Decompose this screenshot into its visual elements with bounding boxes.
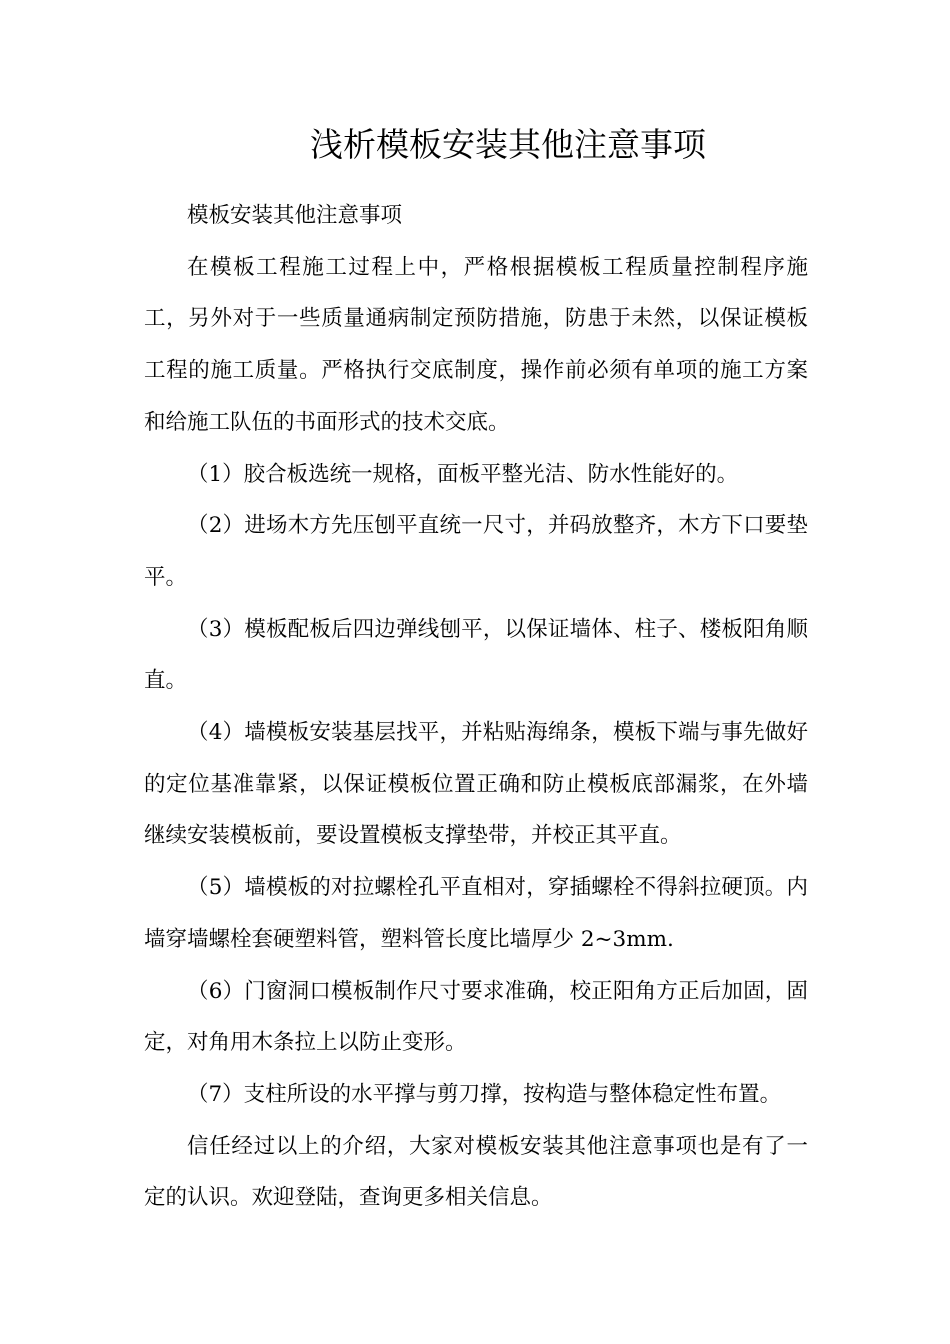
paragraph-item-3: （3）模板配板后四边弹线刨平，以保证墙体、柱子、楼板阳角顺直。: [144, 616, 808, 694]
document-body: [144, 190, 808, 1224]
paragraph-item-6: （6）门窗洞口模板制作尺寸要求准确，校正阳角方正后加固，固定，对角用木条拉上以防止变形。: [144, 978, 808, 1056]
paragraph-item-5: （5）墙模板的对拉螺栓孔平直相对，穿插螺栓不得斜拉硬顶。内墙穿墙螺栓套硬塑料管，塑料管长度比墙厚少 2~3mm.: [144, 875, 808, 952]
paragraph-conclusion: 信任经过以上的介绍，大家对模板安装其他注意事项也是有了一定的认识。欢迎登陆，查询更多相关信息。: [144, 1133, 808, 1211]
paragraph-item-4: （4）墙模板安装基层找平，并粘贴海绵条，模板下端与事先做好的定位基准靠紧，以保证模板位置正确和防止模板底部漏浆，在外墙继续安装模板前，要设置模板支撑垫带，并校正其平直。: [144, 720, 808, 849]
paragraph-intro: 在模板工程施工过程上中，严格根据模板工程质量控制程序施工，另外对于一些质量通病制定预防措施，防患于未然，以保证模板工程的施工质量。严格执行交底制度，操作前必须有单项的施工方案和给施工队伍的书面形式的技术交底。: [144, 254, 808, 435]
paragraph-subtitle: 模板安装其他注意事项: [187, 203, 403, 228]
paragraph-item-2: （2）进场木方先压刨平直统一尺寸，并码放整齐，木方下口要垫平。: [144, 513, 808, 590]
page-title: 浅析模板安装其他注意事项: [310, 125, 706, 164]
paragraph-item-1: （1）胶合板选统一规格，面板平整光洁、防水性能好的。: [187, 461, 739, 487]
paragraph-item-7: （7）支柱所设的水平撑与剪刀撑，按构造与整体稳定性布置。: [187, 1081, 782, 1107]
